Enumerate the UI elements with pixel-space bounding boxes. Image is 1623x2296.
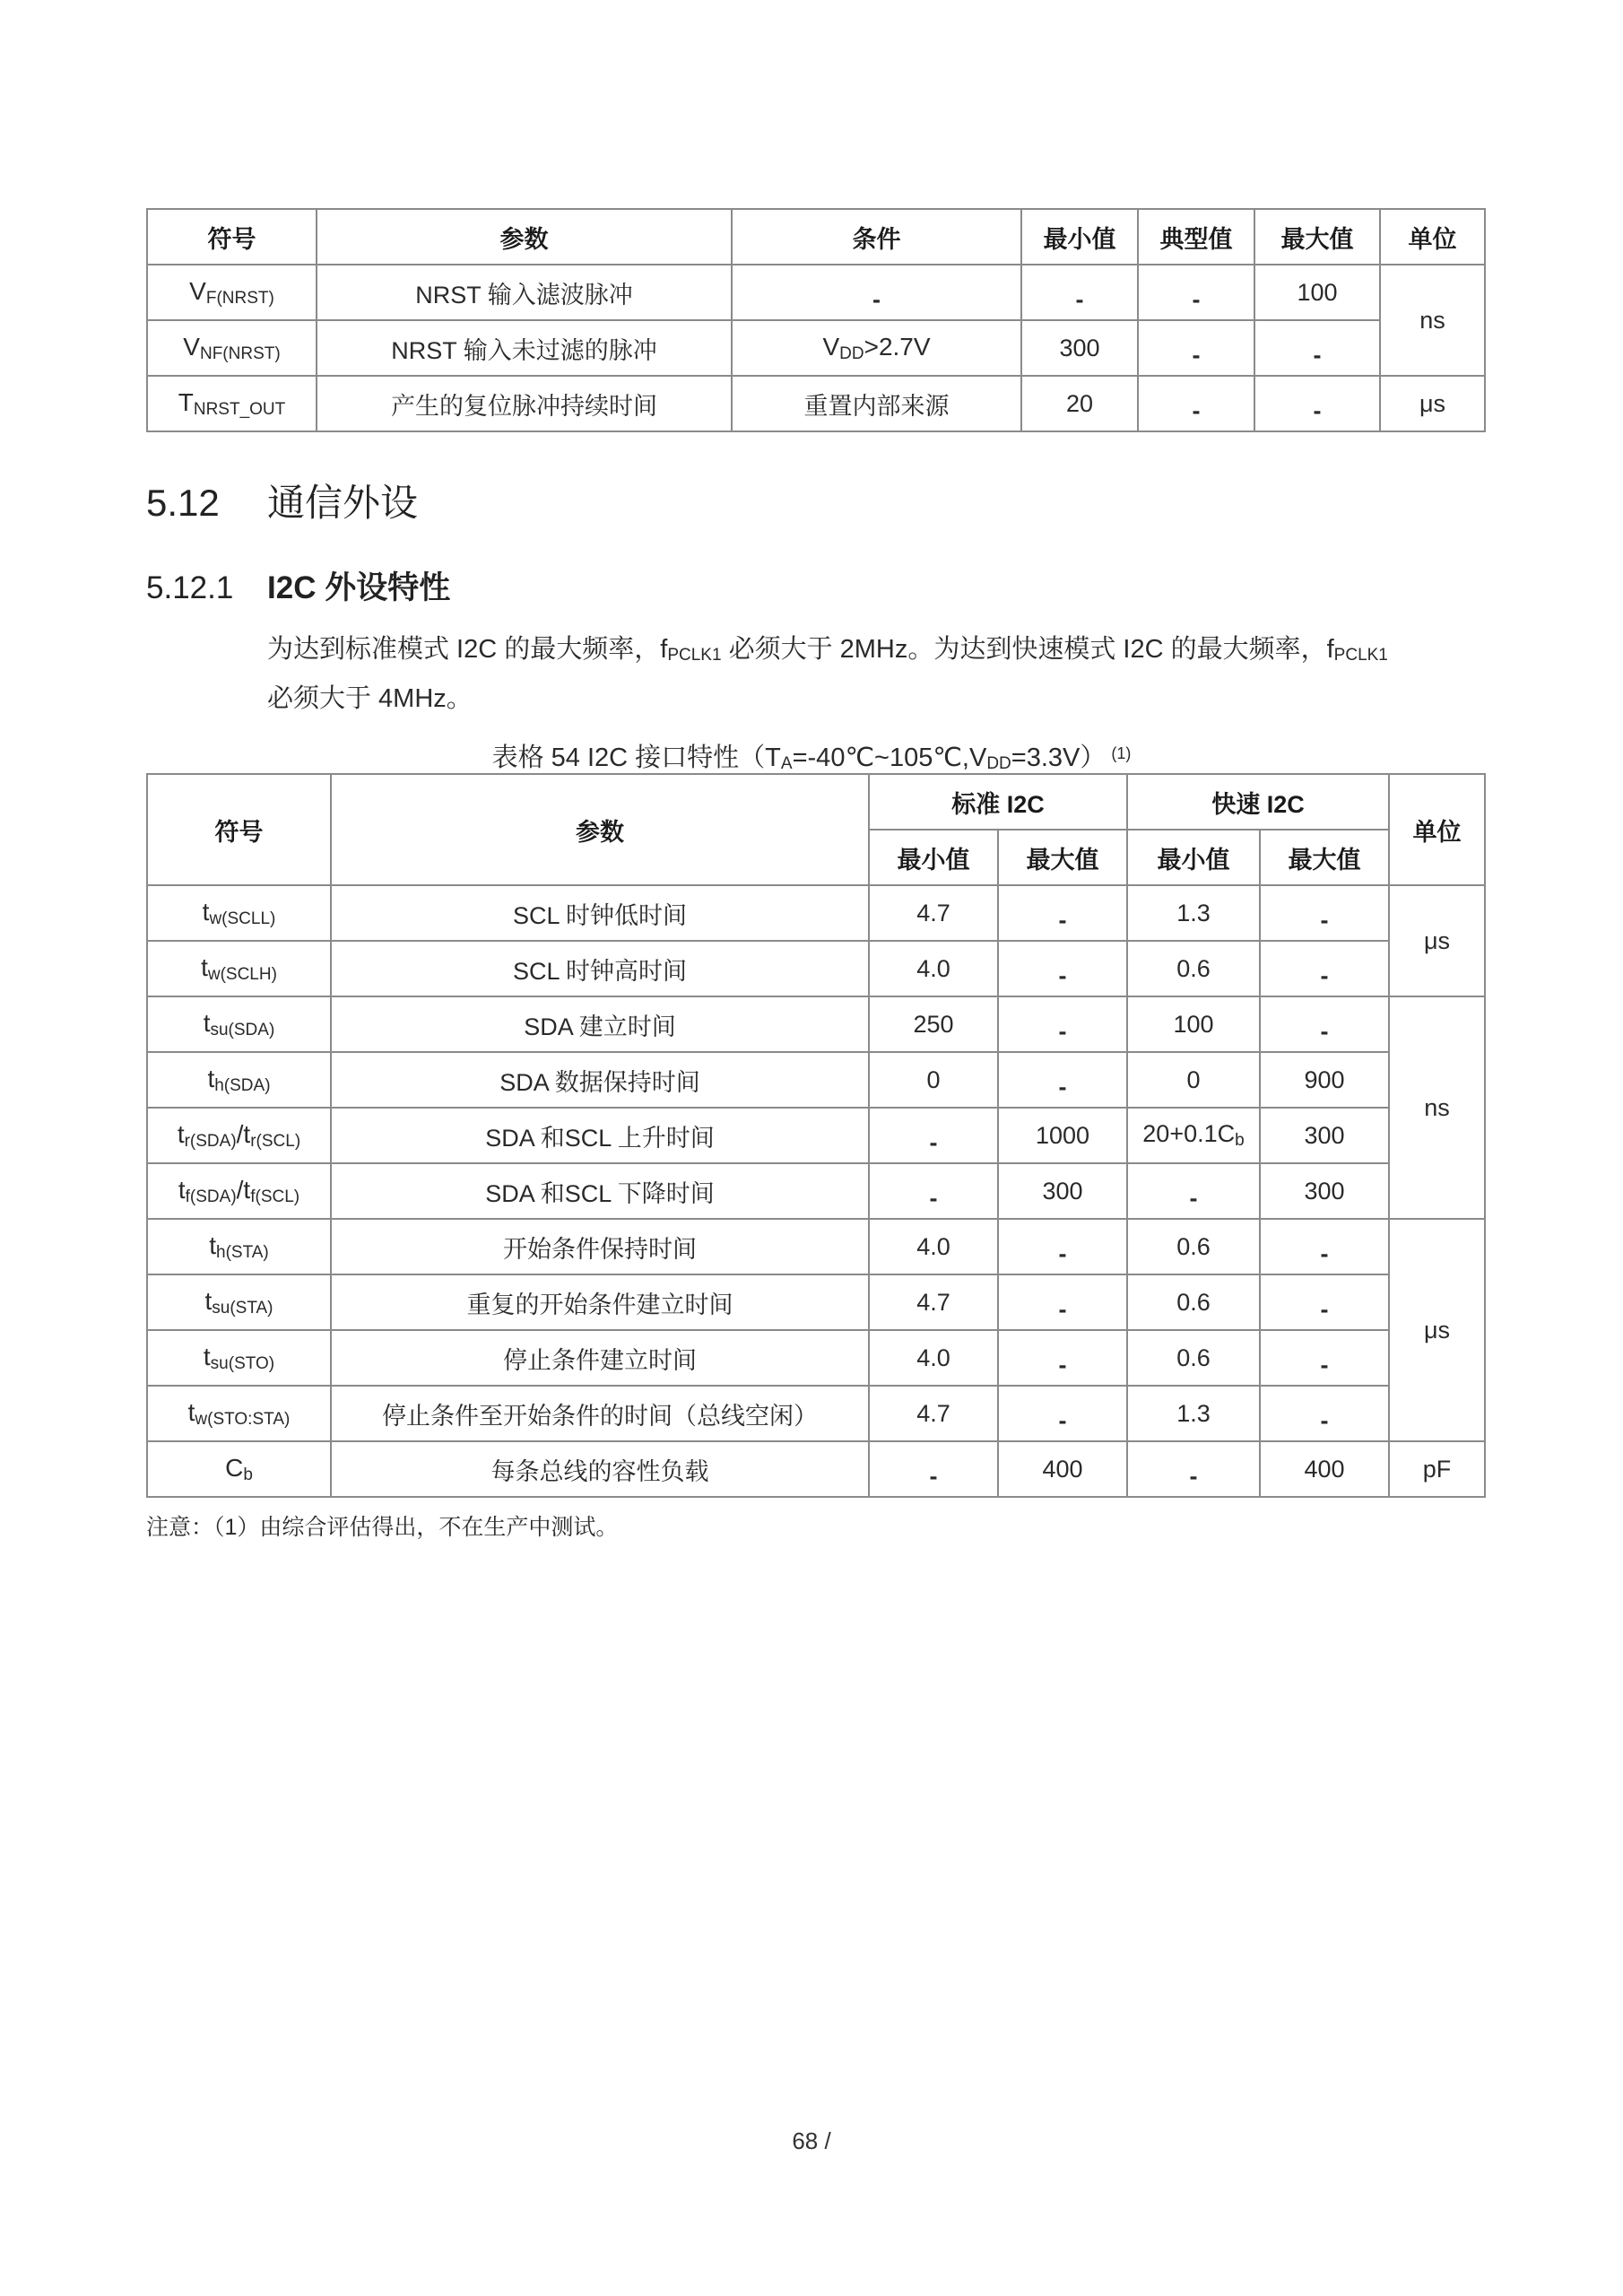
fast-max-cell: 900	[1260, 1052, 1389, 1108]
fast-max-cell: -	[1260, 996, 1389, 1052]
table-row	[147, 996, 1485, 1052]
std-max-cell: 300	[998, 1163, 1127, 1219]
body-paragraph: 为达到标准模式 I2C 的最大频率，$f_{PCLK1}$ 必须大于 2MHz。为达到快速模式 I2C 的最大频率，$f_{PCLK1}$ 必须大于 4MHz。	[267, 635, 1388, 713]
symbol-cell: $t_{h(SDA)}$	[147, 1052, 331, 1108]
max-cell: 100	[1254, 265, 1380, 320]
header-unit: 单位	[1380, 209, 1485, 265]
symbol-cell: $t_{w(SCLH)}$	[147, 941, 331, 996]
header-max: 最大值	[1254, 209, 1380, 265]
header-typ: 典型值	[1138, 209, 1254, 265]
condition-cell: $V_{DD}>2.7V$	[732, 320, 1021, 376]
symbol-cell: $V_{F(NRST)}$	[147, 265, 317, 320]
std-min-cell: 4.7	[869, 1386, 998, 1441]
header-standard-i2c: 标准 I2C	[869, 774, 1127, 830]
header-fast-max: 最大值	[1260, 830, 1389, 885]
section-heading	[146, 474, 418, 527]
table-row	[147, 1386, 1485, 1441]
fast-min-cell: 0.6	[1127, 1330, 1260, 1386]
min-cell: 300	[1021, 320, 1138, 376]
table-note: 注意：（1）由综合评估得出，不在生产中测试。	[146, 1515, 619, 1540]
nrst-characteristics-table	[146, 208, 1486, 432]
fast-min-cell: 0.6	[1127, 941, 1260, 996]
fast-max-cell: -	[1260, 1274, 1389, 1330]
parameter-cell: SDA 和SCL 上升时间	[331, 1108, 869, 1163]
fast-max-cell: -	[1260, 1219, 1389, 1274]
typ-cell: -	[1138, 320, 1254, 376]
parameter-cell: SDA 和SCL 下降时间	[331, 1163, 869, 1219]
parameter-cell: SDA 数据保持时间	[331, 1052, 869, 1108]
table-row	[147, 1052, 1485, 1108]
std-max-cell: 400	[998, 1441, 1127, 1497]
std-max-cell: -	[998, 941, 1127, 996]
header-parameter: 参数	[317, 209, 732, 265]
fast-max-cell: -	[1260, 1386, 1389, 1441]
fast-max-cell: 300	[1260, 1108, 1389, 1163]
unit-cell: μs	[1389, 1219, 1485, 1441]
header-fast-i2c: 快速 I2C	[1127, 774, 1389, 830]
std-min-cell: 4.7	[869, 1274, 998, 1330]
table-row	[147, 941, 1485, 996]
std-min-cell: -	[869, 1441, 998, 1497]
symbol-cell: $T_{NRST\_OUT}$	[147, 376, 317, 431]
unit-cell: μs	[1389, 885, 1485, 996]
fast-min-cell: -	[1127, 1441, 1260, 1497]
i2c-characteristics-table	[146, 773, 1486, 1498]
fast-min-cell: 0.6	[1127, 1274, 1260, 1330]
std-max-cell: -	[998, 1219, 1127, 1274]
unit-cell: pF	[1389, 1441, 1485, 1497]
symbol-cell: $t_{f(SDA)}/t_{f(SCL)}$	[147, 1163, 331, 1219]
footnote-mark[interactable]: (1)	[1111, 744, 1132, 762]
std-min-cell: -	[869, 1108, 998, 1163]
header-parameter: 参数	[331, 774, 869, 885]
table-row	[147, 376, 1485, 431]
table-row	[147, 1163, 1485, 1219]
table-row	[147, 885, 1485, 941]
std-min-cell: 4.0	[869, 1330, 998, 1386]
parameter-cell: 产生的复位脉冲持续时间	[317, 376, 732, 431]
std-min-cell: 250	[869, 996, 998, 1052]
symbol-cell: $t_{su(STA)}$	[147, 1274, 331, 1330]
std-min-cell: 4.7	[869, 885, 998, 941]
fast-min-cell: 100	[1127, 996, 1260, 1052]
header-min: 最小值	[1021, 209, 1138, 265]
std-min-cell: 0	[869, 1052, 998, 1108]
table-row	[147, 1274, 1485, 1330]
fast-min-cell: -	[1127, 1163, 1260, 1219]
std-max-cell: -	[998, 1274, 1127, 1330]
header-symbol: 符号	[147, 209, 317, 265]
max-cell: -	[1254, 376, 1380, 431]
table-row	[147, 1441, 1485, 1497]
symbol-cell: $t_{h(STA)}$	[147, 1219, 331, 1274]
fast-max-cell: -	[1260, 885, 1389, 941]
std-min-cell: 4.0	[869, 1219, 998, 1274]
parameter-cell: NRST 输入滤波脉冲	[317, 265, 732, 320]
std-max-cell: -	[998, 1052, 1127, 1108]
header-unit: 单位	[1389, 774, 1485, 885]
section-title: 通信外设	[267, 482, 419, 524]
min-cell: 20	[1021, 376, 1138, 431]
fast-min-cell: 1.3	[1127, 885, 1260, 941]
condition-cell: -	[732, 265, 1021, 320]
subsection-title: I2C 外设特性	[267, 570, 451, 605]
parameter-cell: NRST 输入未过滤的脉冲	[317, 320, 732, 376]
std-min-cell: 4.0	[869, 941, 998, 996]
table-row	[147, 1330, 1485, 1386]
header-std-max: 最大值	[998, 830, 1127, 885]
table-header-row	[147, 774, 1485, 830]
fast-max-cell: 300	[1260, 1163, 1389, 1219]
fast-min-cell: 1.3	[1127, 1386, 1260, 1441]
table-caption: 表格 54 I2C 接口特性$(T_A=-40℃\sim 105℃,V_{DD}=3.3V)$ $^{(1)}$	[491, 744, 1132, 773]
parameter-cell: 停止条件建立时间	[331, 1330, 869, 1386]
table-row	[147, 1108, 1485, 1163]
fast-max-cell: 400	[1260, 1441, 1389, 1497]
typ-cell: -	[1138, 376, 1254, 431]
header-condition: 条件	[732, 209, 1021, 265]
symbol-cell: $V_{NF(NRST)}$	[147, 320, 317, 376]
symbol-cell: $t_{su(STO)}$	[147, 1330, 331, 1386]
std-max-cell: -	[998, 1386, 1127, 1441]
page-number: 68 /	[792, 2127, 831, 2154]
parameter-cell: 停止条件至开始条件的时间（总线空闲）	[331, 1386, 869, 1441]
parameter-cell: SCL 时钟高时间	[331, 941, 869, 996]
section-number: 5.12	[146, 482, 220, 524]
symbol-cell: $C_b$	[147, 1441, 331, 1497]
parameter-cell: SDA 建立时间	[331, 996, 869, 1052]
unit-cell: ns	[1380, 265, 1485, 376]
table-row	[147, 320, 1485, 376]
symbol-cell: $t_{w(SCLL)}$	[147, 885, 331, 941]
std-max-cell: -	[998, 1330, 1127, 1386]
fast-min-cell: 0.6	[1127, 1219, 1260, 1274]
std-max-cell: 1000	[998, 1108, 1127, 1163]
table-row	[147, 1219, 1485, 1274]
max-cell: -	[1254, 320, 1380, 376]
condition-cell: 重置内部来源	[732, 376, 1021, 431]
fast-min-cell: 0	[1127, 1052, 1260, 1108]
std-min-cell: -	[869, 1163, 998, 1219]
subsection-heading	[146, 563, 450, 608]
typ-cell: -	[1138, 265, 1254, 320]
table-header-row	[147, 209, 1485, 265]
parameter-cell: 每条总线的容性负载	[331, 1441, 869, 1497]
fast-max-cell: -	[1260, 1330, 1389, 1386]
table-row	[147, 265, 1485, 320]
std-max-cell: -	[998, 996, 1127, 1052]
fast-min-cell: $20+0.1C_b$	[1127, 1108, 1260, 1163]
unit-cell: μs	[1380, 376, 1485, 431]
symbol-cell: $t_{w(STO:STA)}$	[147, 1386, 331, 1441]
header-symbol: 符号	[147, 774, 331, 885]
subsection-number: 5.12.1	[146, 570, 234, 605]
parameter-cell: 开始条件保持时间	[331, 1219, 869, 1274]
min-cell: -	[1021, 265, 1138, 320]
parameter-cell: SCL 时钟低时间	[331, 885, 869, 941]
fast-max-cell: -	[1260, 941, 1389, 996]
header-std-min: 最小值	[869, 830, 998, 885]
symbol-cell: $t_{r(SDA)}/t_{r(SCL)}$	[147, 1108, 331, 1163]
std-max-cell: -	[998, 885, 1127, 941]
header-fast-min: 最小值	[1127, 830, 1260, 885]
parameter-cell: 重复的开始条件建立时间	[331, 1274, 869, 1330]
symbol-cell: $t_{su(SDA)}$	[147, 996, 331, 1052]
unit-cell: ns	[1389, 996, 1485, 1219]
